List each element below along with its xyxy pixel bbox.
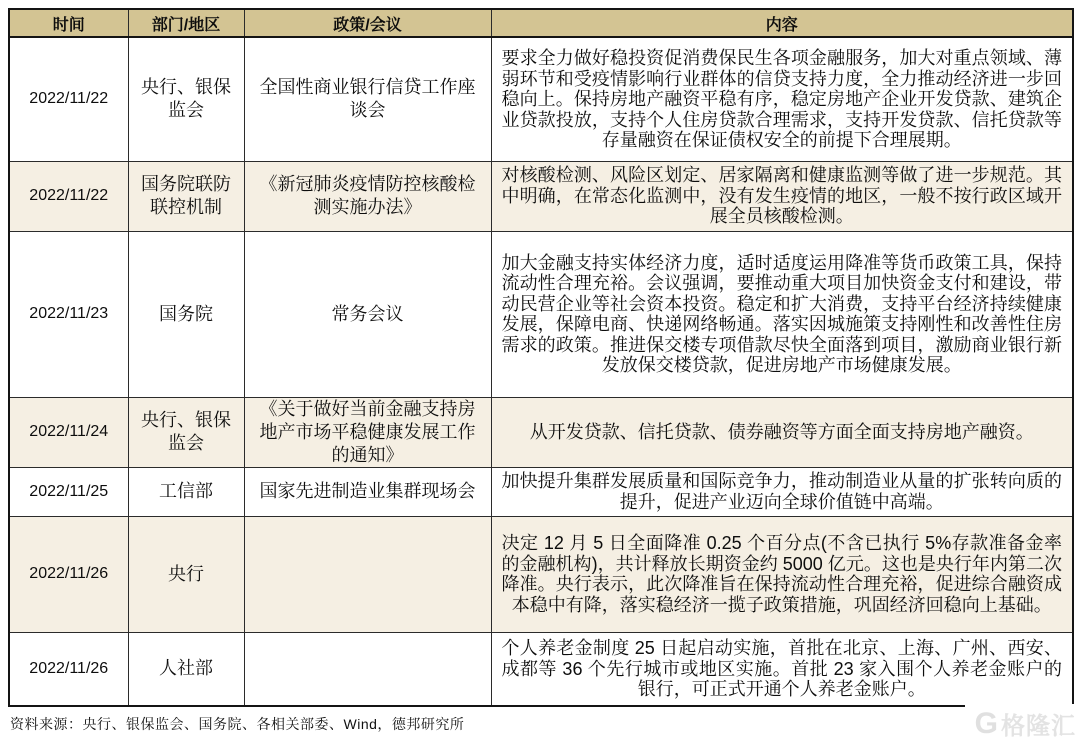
row-content: 要求全力做好稳投资促消费保民生各项金融服务，加大对重点领域、薄弱环节和受疫情影响行业群体的信贷支持力度，全力推动经济进一步回稳向上。保持房地产融资平稳有序，稳定房地产企业开发贷款、建筑企业贷款投放，支持个人住房贷款合理需求，支持开发贷款、信托贷款等存量融资在保证债权安全的前提下合理展期。 bbox=[491, 37, 1073, 161]
row-policy: 《关于做好当前金融支持房地产市场平稳健康发展工作的通知》 bbox=[244, 397, 491, 467]
row-content: 加快提升集群发展质量和国际竞争力，推动制造业从量的扩张转向质的提升，促进产业迈向全球价值链中高端。 bbox=[491, 467, 1073, 516]
header-cell-time: 时间 bbox=[9, 9, 128, 37]
row-date: 2022/11/24 bbox=[9, 397, 128, 467]
row-content: 加大金融支持实体经济力度，适时适度运用降准等货币政策工具，保持流动性合理充裕。会议强调，要推动重大项目加快资金支付和建设，带动民营企业等社会资本投资。稳定和扩大消费，支持平台经济持续健康发展，保障电商、快递网络畅通。落实因城施策支持刚性和改善性住房需求的政策。推进保交楼专项借款尽快全面落到项目，激励商业银行新发放保交楼贷款，促进房地产市场健康发展。 bbox=[491, 231, 1073, 397]
row-date: 2022/11/25 bbox=[9, 467, 128, 516]
row-content: 决定 12 月 5 日全面降准 0.25 个百分点(不含已执行 5%存款准备金率的金融机构)，共计释放长期资金约 5000 亿元。这也是央行年内第二次降准。央行表示，此次降准旨在保持流动性合理充裕，促进综合融资成本稳中有降，落实稳经济一揽子政策措施，巩固经济回稳向上基础。 bbox=[491, 516, 1073, 632]
row-dept: 国务院 bbox=[128, 231, 244, 397]
row-policy: 《新冠肺炎疫情防控核酸检测实施办法》 bbox=[244, 161, 491, 231]
row-dept: 央行 bbox=[128, 516, 244, 632]
row-date: 2022/11/23 bbox=[9, 231, 128, 397]
row-dept: 央行、银保监会 bbox=[128, 37, 244, 161]
table-row bbox=[9, 231, 1073, 397]
table-row bbox=[9, 516, 1073, 632]
header-cell-dept: 部门/地区 bbox=[128, 9, 244, 37]
row-date: 2022/11/22 bbox=[9, 37, 128, 161]
table-row bbox=[9, 467, 1073, 516]
row-policy bbox=[244, 632, 491, 706]
gelonghui-logo-text: 格隆汇 bbox=[1001, 713, 1076, 739]
table-row bbox=[9, 397, 1073, 467]
row-date: 2022/11/22 bbox=[9, 161, 128, 231]
row-date: 2022/11/26 bbox=[9, 632, 128, 706]
row-content: 从开发贷款、信托贷款、债券融资等方面全面支持房地产融资。 bbox=[491, 397, 1073, 467]
table-row bbox=[9, 632, 1073, 706]
row-policy: 常务会议 bbox=[244, 231, 491, 397]
row-dept: 工信部 bbox=[128, 467, 244, 516]
row-dept: 人社部 bbox=[128, 632, 244, 706]
table-header-row bbox=[9, 9, 1073, 37]
row-dept: 央行、银保监会 bbox=[128, 397, 244, 467]
report-table-page bbox=[0, 8, 1080, 739]
header-cell-policy: 政策/会议 bbox=[244, 9, 491, 37]
row-policy bbox=[244, 516, 491, 632]
row-content: 个人养老金制度 25 日起启动实施，首批在北京、上海、广州、西安、成都等 36 个先行城市或地区实施。首批 23 家入围个人养老金账户的银行，可正式开通个人养老金账户。 bbox=[491, 632, 1073, 706]
row-content: 对核酸检测、风险区划定、居家隔离和健康监测等做了进一步规范。其中明确，在常态化监测中，没有发生疫情的地区，一般不按行政区域开展全员核酸检测。 bbox=[491, 161, 1073, 231]
row-policy: 国家先进制造业集群现场会 bbox=[244, 467, 491, 516]
table-row bbox=[9, 37, 1073, 161]
header-cell-content: 内容 bbox=[491, 9, 1073, 37]
policy-events-table bbox=[8, 8, 1074, 707]
row-policy: 全国性商业银行信贷工作座谈会 bbox=[244, 37, 491, 161]
row-dept: 国务院联防联控机制 bbox=[128, 161, 244, 231]
gelonghui-watermark bbox=[965, 704, 1080, 739]
source-note: 资料来源：央行、银保监会、国务院、各相关部委、Wind，德邦研究所 bbox=[10, 716, 465, 732]
row-date: 2022/11/26 bbox=[9, 516, 128, 632]
table-row bbox=[9, 161, 1073, 231]
gelonghui-logo-icon: G bbox=[974, 706, 998, 739]
